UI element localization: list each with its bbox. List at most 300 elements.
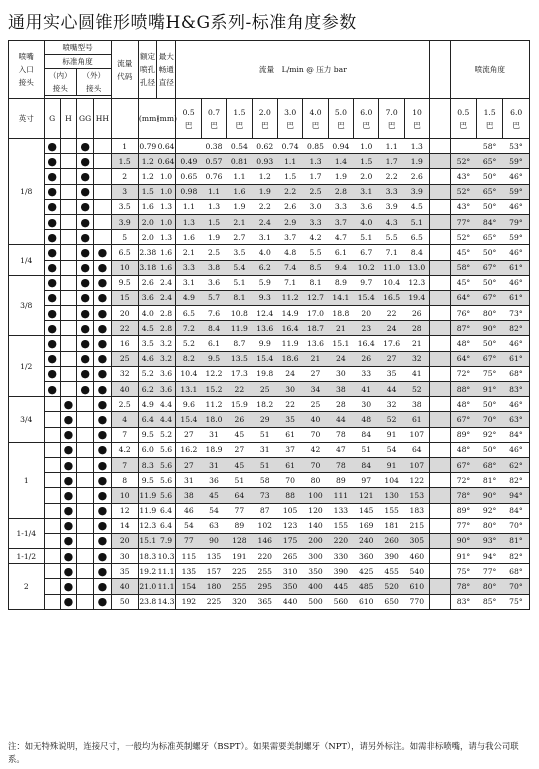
spray-angle-cell: 62° xyxy=(503,457,530,472)
flow-value-cell: 121 xyxy=(354,488,379,503)
footnote: 注：如无特殊说明，连接尺寸，一般均为标准英制螺牙（BSPT）。如果需要美制螺牙（NPT），请另外标注。如需非标喷嘴，请与我公司联系。 xyxy=(8,741,519,764)
pressure-header xyxy=(404,99,429,139)
flow-value-cell: 770 xyxy=(404,594,429,609)
free-diameter-cell: 0.64 xyxy=(157,154,176,169)
flow-value-cell: 485 xyxy=(354,579,379,594)
availability-dot-icon: ● xyxy=(80,154,90,168)
flow-value-cell: 11.9 xyxy=(277,336,302,351)
free-diameter-cell: 6.4 xyxy=(157,518,176,533)
type-mark-cell xyxy=(77,290,94,305)
flow-value-cell: 5.5 xyxy=(379,230,404,245)
flow-value-cell: 89 xyxy=(227,518,252,533)
spray-angle-cell: 52° xyxy=(450,184,476,199)
flow-value-cell: 1.4 xyxy=(328,154,353,169)
spacer-cell xyxy=(430,382,450,397)
flow-code-cell: 16 xyxy=(111,336,138,351)
flow-value-cell: 390 xyxy=(328,564,353,579)
inlet-size-cell: 1/8 xyxy=(9,139,45,245)
spacer-cell xyxy=(430,260,450,275)
flow-value-cell: 7.2 xyxy=(176,321,201,336)
spray-angle-cell: 45° xyxy=(450,275,476,290)
flow-value-cell: 32 xyxy=(404,351,429,366)
flow-value-cell: 3.6 xyxy=(354,199,379,214)
spray-angle-cell: 70° xyxy=(503,518,530,533)
flow-value-cell: 78 xyxy=(328,427,353,442)
flow-value-cell: 9.3 xyxy=(252,290,277,305)
table-row xyxy=(9,473,530,488)
flow-value-cell: 13.6 xyxy=(252,321,277,336)
flow-value-cell: 3.5 xyxy=(227,245,252,260)
mm2-header: (mm) xyxy=(157,99,176,139)
flow-value-cell: 200 xyxy=(303,533,328,548)
spacer-cell xyxy=(430,306,450,321)
free-diameter-cell: 1.6 xyxy=(157,260,176,275)
type-mark-cell xyxy=(77,154,94,169)
spray-angle-cell: 43° xyxy=(450,199,476,214)
spray-angle-cell: 77° xyxy=(450,214,476,229)
flow-value-cell: 18.9 xyxy=(201,442,226,457)
flow-value-cell: 87 xyxy=(252,503,277,518)
pressure-label: 2.0 巴 xyxy=(258,107,271,130)
flow-value-cell: 3.3 xyxy=(379,184,404,199)
orifice-cell: 0.79 xyxy=(138,139,156,154)
availability-dot-icon: ● xyxy=(47,200,57,214)
flow-code-cell: 10 xyxy=(111,488,138,503)
flow-title-header: 流量 L/min @ 压力 bar xyxy=(176,41,430,99)
availability-dot-icon: ● xyxy=(80,200,90,214)
free-diameter-cell: 1.3 xyxy=(157,230,176,245)
spray-angle-cell: 67° xyxy=(476,351,502,366)
flow-value-cell: 5.1 xyxy=(404,214,429,229)
angle-pressure-label: 6.0 巴 xyxy=(510,107,523,130)
flow-code-cell: 40 xyxy=(111,579,138,594)
type-mark-cell xyxy=(60,518,76,533)
flow-value-cell: 27 xyxy=(379,351,404,366)
orifice-cell: 3.6 xyxy=(138,290,156,305)
table-row xyxy=(9,245,530,260)
flow-value-cell: 33 xyxy=(354,366,379,381)
flow-value-cell: 8.7 xyxy=(227,336,252,351)
flow-value-cell: 77 xyxy=(227,503,252,518)
spray-angle-cell: 93° xyxy=(476,533,502,548)
availability-dot-icon: ● xyxy=(97,382,108,396)
spray-angle-cell: 91° xyxy=(450,549,476,564)
spray-angle-cell: 50° xyxy=(476,397,502,412)
flow-value-cell: 2.5 xyxy=(303,184,328,199)
flow-value-cell: 105 xyxy=(277,503,302,518)
availability-dot-icon: ● xyxy=(63,519,74,533)
spray-angle-cell: 73° xyxy=(503,306,530,321)
free-diameter-cell: 5.6 xyxy=(157,473,176,488)
mm1-header: (mm) xyxy=(138,99,156,139)
availability-dot-icon: ● xyxy=(97,412,108,426)
free-diameter-cell: 5.2 xyxy=(157,427,176,442)
availability-dot-icon: ● xyxy=(97,291,108,305)
angle-pressure-header xyxy=(503,99,530,139)
flow-value-cell: 11.9 xyxy=(227,321,252,336)
table-row xyxy=(9,549,530,564)
flow-value-cell: 48 xyxy=(354,412,379,427)
type-mark-cell xyxy=(94,594,111,609)
orifice-cell: 4.5 xyxy=(138,321,156,336)
flow-value-cell: 30 xyxy=(354,397,379,412)
flow-value-cell: 1.6 xyxy=(176,230,201,245)
availability-dot-icon: ● xyxy=(80,245,90,259)
orifice-cell: 12.3 xyxy=(138,518,156,533)
flow-code-cell: 7 xyxy=(111,427,138,442)
table-row xyxy=(9,230,530,245)
flow-value-cell: 0.76 xyxy=(201,169,226,184)
free-diameter-cell: 5.6 xyxy=(157,457,176,472)
type-mark-cell xyxy=(94,169,111,184)
flow-value-cell: 122 xyxy=(404,473,429,488)
flow-value-cell: 0.94 xyxy=(328,139,353,154)
inlet-size-cell: 2 xyxy=(9,564,45,610)
flow-value-cell: 6.7 xyxy=(354,245,379,260)
spray-angle-cell: 50° xyxy=(476,275,502,290)
availability-dot-icon: ● xyxy=(47,291,57,305)
flow-value-cell: 2.6 xyxy=(404,169,429,184)
availability-dot-icon: ● xyxy=(47,230,57,244)
flow-value-cell: 0.65 xyxy=(176,169,201,184)
flow-value-cell: 191 xyxy=(227,549,252,564)
pressure-label: 5.0 巴 xyxy=(334,107,347,130)
flow-value-cell: 31 xyxy=(201,457,226,472)
spray-angle-cell: 84° xyxy=(503,503,530,518)
type-mark-cell xyxy=(77,549,94,564)
flow-value-cell: 77 xyxy=(176,533,201,548)
spray-angle-cell: 68° xyxy=(503,366,530,381)
flow-value-cell: 46 xyxy=(176,503,201,518)
flow-value-cell: 1.5 xyxy=(277,169,302,184)
type-mark-cell xyxy=(77,533,94,548)
flow-value-cell: 6.1 xyxy=(201,336,226,351)
type-mark-cell xyxy=(60,230,76,245)
flow-value-cell: 2.1 xyxy=(176,245,201,260)
flow-code-cell: 12 xyxy=(111,503,138,518)
type-mark-cell xyxy=(77,382,94,397)
free-diameter-cell: 3.6 xyxy=(157,366,176,381)
spray-angle-cell: 46° xyxy=(503,336,530,351)
flow-value-cell: 54 xyxy=(379,442,404,457)
flow-value-cell: 44 xyxy=(379,382,404,397)
type-mark-cell xyxy=(60,579,76,594)
inner-header-text: （内） 接头 xyxy=(48,71,72,93)
orifice-cell: 6.4 xyxy=(138,412,156,427)
type-gg-header: GG xyxy=(77,99,94,139)
flow-value-cell: 27 xyxy=(227,442,252,457)
flow-value-cell: 0.81 xyxy=(227,154,252,169)
flow-value-cell: 11.2 xyxy=(277,290,302,305)
flow-value-cell: 21 xyxy=(404,336,429,351)
flow-value-cell: 2.4 xyxy=(252,214,277,229)
availability-dot-icon: ● xyxy=(80,382,90,396)
orifice-cell: 4.6 xyxy=(138,351,156,366)
flow-value-cell: 24 xyxy=(328,351,353,366)
flow-value-cell: 320 xyxy=(227,594,252,609)
flow-value-cell: 2.6 xyxy=(277,199,302,214)
pressure-header xyxy=(277,99,302,139)
free-diameter-cell: 14.3 xyxy=(157,594,176,609)
type-mark-cell xyxy=(94,579,111,594)
free-diameter-cell: 11.1 xyxy=(157,564,176,579)
flow-value-cell: 8.5 xyxy=(303,260,328,275)
flow-value-cell: 5.1 xyxy=(354,230,379,245)
flow-value-cell: 51 xyxy=(227,473,252,488)
flow-value-cell: 6.5 xyxy=(404,230,429,245)
spray-angle-cell: 72° xyxy=(450,473,476,488)
free-diameter-cell: 3.6 xyxy=(157,382,176,397)
type-mark-cell xyxy=(44,245,60,260)
availability-dot-icon: ● xyxy=(63,564,74,578)
type-mark-cell xyxy=(44,230,60,245)
table-row xyxy=(9,306,530,321)
table-row xyxy=(9,579,530,594)
flow-value-cell: 25 xyxy=(303,397,328,412)
availability-dot-icon: ● xyxy=(63,473,74,487)
free-diameter-cell: 2.8 xyxy=(157,306,176,321)
type-mark-cell xyxy=(94,427,111,442)
type-mark-cell xyxy=(44,366,60,381)
spray-angle-cell: 46° xyxy=(503,442,530,457)
flow-value-cell: 2.2 xyxy=(252,199,277,214)
orifice-cell: 1.2 xyxy=(138,154,156,169)
flow-value-cell: 2.2 xyxy=(379,169,404,184)
flow-value-cell: 115 xyxy=(176,549,201,564)
spray-angle-cell: 70° xyxy=(503,579,530,594)
flow-value-cell: 155 xyxy=(379,503,404,518)
flow-code-cell: 40 xyxy=(111,382,138,397)
flow-value-cell: 17.3 xyxy=(227,366,252,381)
type-mark-cell xyxy=(77,260,94,275)
flow-code-cell: 9.5 xyxy=(111,275,138,290)
spray-angle-cell: 81° xyxy=(503,533,530,548)
type-mark-cell xyxy=(44,412,60,427)
flow-value-cell: 102 xyxy=(252,518,277,533)
type-mark-cell xyxy=(60,488,76,503)
spray-angle-cell: 59° xyxy=(503,184,530,199)
spray-angle-cell: 89° xyxy=(450,503,476,518)
spray-angle-cell: 82° xyxy=(503,473,530,488)
flow-value-cell: 45 xyxy=(227,457,252,472)
type-mark-cell xyxy=(77,351,94,366)
table-header xyxy=(9,41,530,139)
spray-angle-cell: 85° xyxy=(476,594,502,609)
availability-dot-icon: ● xyxy=(80,337,90,351)
flow-value-cell: 104 xyxy=(379,473,404,488)
table-row xyxy=(9,488,530,503)
flow-value-cell: 1.6 xyxy=(227,184,252,199)
flow-value-cell: 15.4 xyxy=(354,290,379,305)
flow-value-cell: 15.4 xyxy=(176,412,201,427)
flow-value-cell: 64 xyxy=(404,442,429,457)
flow-value-cell: 255 xyxy=(227,579,252,594)
orifice-cell: 11.9 xyxy=(138,488,156,503)
type-mark-cell xyxy=(77,488,94,503)
flow-value-cell: 140 xyxy=(303,518,328,533)
spray-angle-cell: 67° xyxy=(476,260,502,275)
type-mark-cell xyxy=(60,366,76,381)
type-h-header: H xyxy=(60,99,76,139)
flow-value-cell: 1.1 xyxy=(176,199,201,214)
flow-value-cell: 4.2 xyxy=(303,230,328,245)
flow-value-cell: 51 xyxy=(252,457,277,472)
flow-value-cell: 31 xyxy=(252,442,277,457)
type-mark-cell xyxy=(77,306,94,321)
spray-angle-cell: 75° xyxy=(450,564,476,579)
free-diameter-cell: 10.3 xyxy=(157,549,176,564)
type-mark-cell xyxy=(94,336,111,351)
flow-code-cell: 10 xyxy=(111,260,138,275)
flow-value-cell: 7.1 xyxy=(379,245,404,260)
flow-value-cell: 13.6 xyxy=(303,336,328,351)
rated-orifice-header xyxy=(138,41,156,99)
spray-angle-cell: 65° xyxy=(476,184,502,199)
flow-value-cell: 255 xyxy=(252,564,277,579)
spray-angle-cell: 61° xyxy=(503,290,530,305)
flow-value-cell: 42 xyxy=(303,442,328,457)
spray-angle-cell: 61° xyxy=(503,351,530,366)
flow-value-cell: 18.2 xyxy=(252,397,277,412)
type-mark-cell xyxy=(94,139,111,154)
spray-angle-cell: 77° xyxy=(476,564,502,579)
spray-angle-cell: 50° xyxy=(476,169,502,184)
flow-value-cell: 610 xyxy=(354,594,379,609)
availability-dot-icon: ● xyxy=(63,488,74,502)
flow-value-cell: 28 xyxy=(328,397,353,412)
type-mark-cell xyxy=(44,549,60,564)
spacer-cell xyxy=(430,321,450,336)
free-diameter-cell: 5.6 xyxy=(157,442,176,457)
orifice-cell: 5.2 xyxy=(138,366,156,381)
inch-header: 英寸 xyxy=(9,99,45,139)
type-mark-cell xyxy=(94,199,111,214)
flow-value-cell: 155 xyxy=(328,518,353,533)
free-diameter-cell: 5.6 xyxy=(157,488,176,503)
parameter-table-wrapper xyxy=(8,40,530,610)
flow-value-cell: 455 xyxy=(379,564,404,579)
availability-dot-icon: ● xyxy=(47,321,57,335)
flow-value-cell: 400 xyxy=(303,579,328,594)
flow-value-cell: 192 xyxy=(176,594,201,609)
flow-value-cell: 100 xyxy=(303,488,328,503)
flow-value-cell: 9.5 xyxy=(201,351,226,366)
free-diameter-cell: 2.8 xyxy=(157,321,176,336)
spacer-cell xyxy=(430,275,450,290)
availability-dot-icon: ● xyxy=(63,595,74,609)
flow-value-cell: 5.4 xyxy=(227,260,252,275)
orifice-cell: 3.5 xyxy=(138,336,156,351)
flow-value-cell: 90 xyxy=(201,533,226,548)
table-row xyxy=(9,427,530,442)
inlet-size-cell: 1-1/2 xyxy=(9,549,45,564)
flow-value-cell: 14.9 xyxy=(277,306,302,321)
availability-dot-icon: ● xyxy=(47,261,57,275)
type-mark-cell xyxy=(44,564,60,579)
type-mark-cell xyxy=(94,184,111,199)
availability-dot-icon: ● xyxy=(97,397,108,411)
free-diameter-cell: 3.2 xyxy=(157,336,176,351)
type-mark-cell xyxy=(94,488,111,503)
type-mark-cell xyxy=(94,518,111,533)
flow-value-cell: 500 xyxy=(303,594,328,609)
flow-value-cell: 1.3 xyxy=(303,154,328,169)
type-mark-cell xyxy=(60,382,76,397)
flow-value-cell: 1.5 xyxy=(201,214,226,229)
inlet-header-text: 喷嘴 入口 接头 xyxy=(18,52,34,87)
flow-value-cell: 0.74 xyxy=(277,139,302,154)
type-mark-cell xyxy=(44,169,60,184)
type-mark-cell xyxy=(77,442,94,457)
spray-angle-cell: 70° xyxy=(476,412,502,427)
spray-angle-cell: 64° xyxy=(450,351,476,366)
flow-value-cell: 365 xyxy=(252,594,277,609)
type-mark-cell xyxy=(77,321,94,336)
flow-code-header-text: 流量 代码 xyxy=(117,58,133,81)
flow-code-cell: 7 xyxy=(111,457,138,472)
spray-angle-cell: 80° xyxy=(476,306,502,321)
spacer-cell xyxy=(430,99,450,139)
type-mark-cell xyxy=(60,139,76,154)
flow-value-cell: 34 xyxy=(303,382,328,397)
flow-value-cell: 220 xyxy=(328,533,353,548)
pressure-label: 0.5 巴 xyxy=(182,107,195,130)
flow-value-cell: 47 xyxy=(328,442,353,457)
type-hh-header: HH xyxy=(94,99,111,139)
table-row xyxy=(9,275,530,290)
availability-dot-icon: ● xyxy=(63,397,74,411)
table-row xyxy=(9,442,530,457)
flow-value-cell: 61 xyxy=(277,457,302,472)
orifice-cell: 19.2 xyxy=(138,564,156,579)
availability-dot-icon: ● xyxy=(80,185,90,199)
pressure-label: 7.0 巴 xyxy=(385,107,398,130)
flow-code-cell: 32 xyxy=(111,366,138,381)
spacer-header xyxy=(430,41,450,99)
flow-value-cell: 1.9 xyxy=(328,169,353,184)
type-mark-cell xyxy=(44,457,60,472)
flow-value-cell: 3.3 xyxy=(176,260,201,275)
type-mark-cell xyxy=(94,290,111,305)
flow-value-cell: 7.4 xyxy=(277,260,302,275)
orifice-cell: 8.3 xyxy=(138,457,156,472)
flow-value-cell: 40 xyxy=(303,412,328,427)
flow-value-cell: 19.8 xyxy=(252,366,277,381)
flow-code-cell: 2.5 xyxy=(111,397,138,412)
type-mark-cell xyxy=(94,397,111,412)
flow-value-cell: 260 xyxy=(379,533,404,548)
flow-value-cell: 38 xyxy=(404,397,429,412)
spray-angle-cell: 67° xyxy=(476,290,502,305)
availability-dot-icon: ● xyxy=(80,321,90,335)
free-diameter-cell: 11.1 xyxy=(157,579,176,594)
flow-value-cell: 4.9 xyxy=(176,290,201,305)
table-row xyxy=(9,321,530,336)
type-mark-cell xyxy=(44,351,60,366)
flow-value-cell: 1.3 xyxy=(201,199,226,214)
availability-dot-icon: ● xyxy=(80,230,90,244)
availability-dot-icon: ● xyxy=(63,458,74,472)
flow-value-cell: 3.7 xyxy=(277,230,302,245)
type-mark-cell xyxy=(44,184,60,199)
availability-dot-icon: ● xyxy=(47,215,57,229)
orifice-cell: 1.2 xyxy=(138,169,156,184)
flow-code-cell: 50 xyxy=(111,594,138,609)
type-mark-cell xyxy=(60,184,76,199)
flow-value-cell: 181 xyxy=(379,518,404,533)
flow-code-cell: 30 xyxy=(111,549,138,564)
flow-value-cell xyxy=(176,139,201,154)
